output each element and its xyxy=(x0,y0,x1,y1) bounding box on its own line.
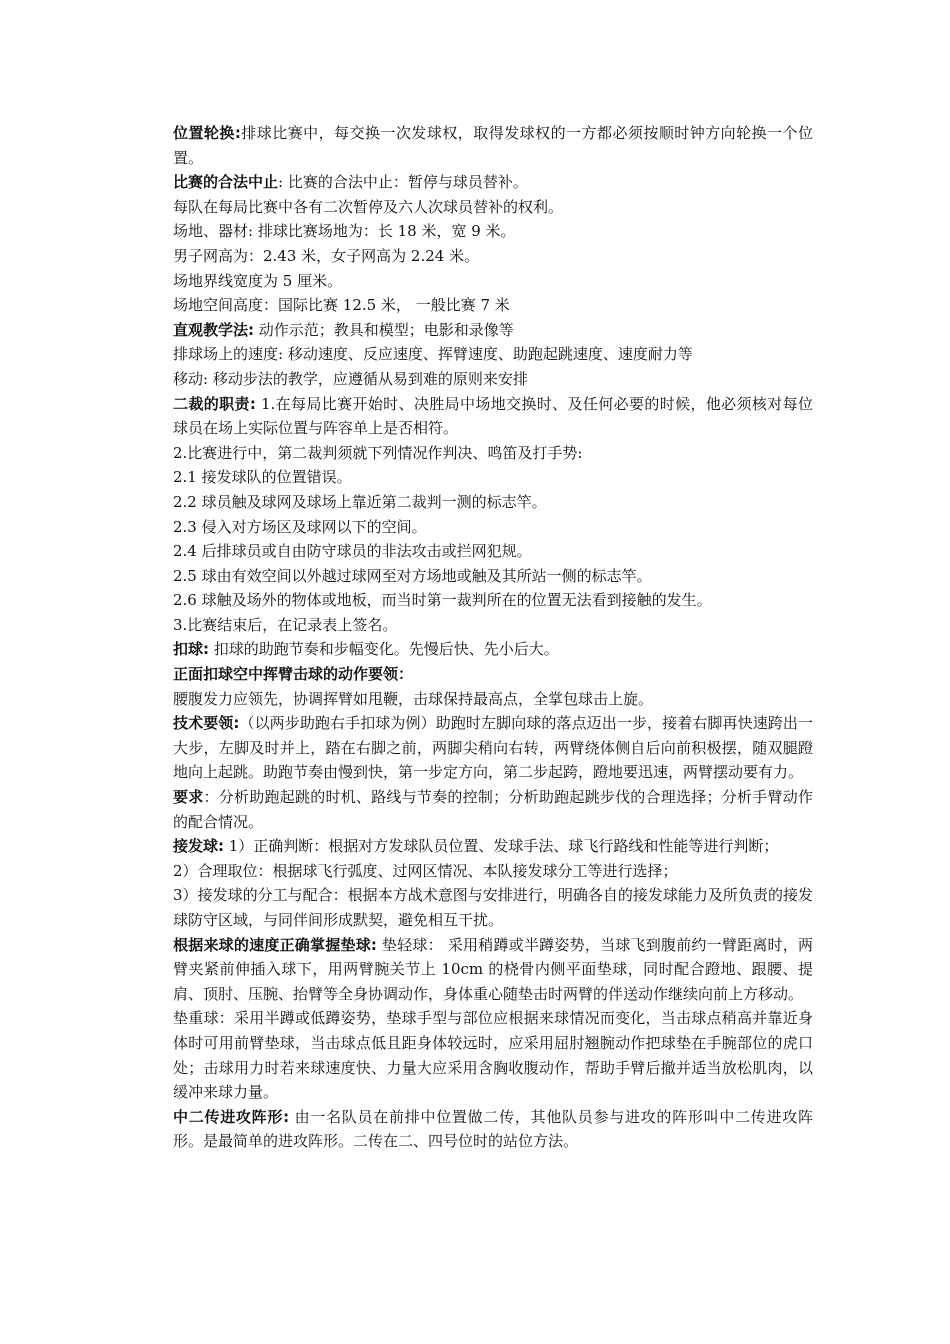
paragraph xyxy=(173,637,813,662)
paragraph-text: 移动: 移动步法的教学，应遵循从易到难的原则来安排 xyxy=(173,369,528,388)
paragraph xyxy=(173,392,813,441)
paragraph-text: 腰腹发力应领先，协调挥臂如甩鞭，击球保持最高点，全掌包球击上旋。 xyxy=(173,689,654,708)
paragraph xyxy=(173,613,813,638)
paragraph xyxy=(173,662,813,687)
paragraph-text: : 比赛的合法中止：暂停与球员替补。 xyxy=(278,173,528,192)
paragraph-term: 位置轮换: xyxy=(173,124,241,142)
document-body xyxy=(173,121,813,1154)
paragraph-text: 1）正确判断：根据对方发球队员位置、发球手法、球飞行路线和性能等进行判断； xyxy=(224,837,779,856)
paragraph-text: 动作示范；教具和模型；电影和录像等 xyxy=(254,320,514,339)
paragraph xyxy=(173,711,813,785)
paragraph-text: 2）合理取位：根据球飞行弧度、过网区情况、本队接发球分工等进行选择； xyxy=(173,861,678,880)
paragraph xyxy=(173,834,813,859)
paragraph xyxy=(173,170,813,195)
paragraph-text: 2.1 接发球队的位置错误。 xyxy=(173,468,352,487)
paragraph-text: 排球比赛中，每交换一次发球权，取得发球权的一方都必须按顺时钟方向轮换一个位置。 xyxy=(173,124,813,167)
paragraph xyxy=(173,121,813,170)
paragraph-term: 根据来球的速度正确掌握垫球: xyxy=(173,935,377,954)
paragraph-text: 2.3 侵入对方场区及球网以下的空间。 xyxy=(173,517,427,536)
paragraph xyxy=(173,219,813,244)
paragraph-term: 直观教学法: xyxy=(173,320,254,339)
paragraph-text: 由一名队员在前排中位置做二传，其他队员参与进攻的阵形叫中二传进攻阵形。是最简单的进攻阵形。二传在二、四号位时的站位方法。 xyxy=(173,1107,814,1151)
paragraph xyxy=(173,883,813,932)
paragraph xyxy=(173,293,813,318)
paragraph-term: 要求 xyxy=(173,788,204,807)
paragraph xyxy=(173,515,813,540)
paragraph xyxy=(173,269,813,294)
paragraph-term: 中二传进攻阵形: xyxy=(173,1107,290,1126)
paragraph-text: （以两步助跑右手扣球为例）助跑时左脚向球的落点迈出一步，接着右脚再快速跨出一大步，左脚及时并上，踏在右脚之前，两脚尖稍向右转，两臂绕体侧自后向前积极摆，随双腿蹬地向上起跳。助跑节奏由慢到快，第一步定方向，第二步起跨，蹬地要迅速，两臂摆动要有力。 xyxy=(173,714,813,782)
paragraph-text: 2.4 后排球员或自由防守球员的非法攻击或拦网犯规。 xyxy=(173,542,532,561)
paragraph-term: 扣球: xyxy=(173,640,209,659)
paragraph xyxy=(173,588,813,613)
paragraph-text: 扣球的助跑节奏和步幅变化。先慢后快、先小后大。 xyxy=(209,640,559,659)
paragraph-text: 场地、器材: 排球比赛场地为：长 18 米，宽 9 米。 xyxy=(173,222,516,241)
paragraph xyxy=(173,1006,813,1104)
paragraph-term: 接发球: xyxy=(173,837,224,856)
paragraph xyxy=(173,564,813,589)
paragraph xyxy=(173,195,813,220)
paragraph xyxy=(173,933,813,1007)
paragraph xyxy=(173,539,813,564)
paragraph-text: 3）接发球的分工与配合：根据本方战术意图与安排进行，明确各自的接发球能力及所负责的接发球防守区域，与同伴间形成默契，避免相互干扰。 xyxy=(173,886,813,929)
paragraph-text: 每队在每局比赛中各有二次暂停及六人次球员替补的权利。 xyxy=(173,197,564,216)
paragraph-text: ：分析助跑起跳的时机、路线与节奏的控制；分析助跑起跳步伐的合理选择；分析手臂动作的配合情况。 xyxy=(173,788,813,831)
paragraph-text: 2.2 球员触及球网及球场上靠近第二裁判一测的标志竿。 xyxy=(173,492,547,511)
paragraph xyxy=(173,318,813,343)
paragraph xyxy=(173,687,813,712)
paragraph-text: 1.在每局比赛开始时、决胜局中场地交换时、及任何必要的时候，他必须核对每位球员在场上实际位置与阵容单上是否相符。 xyxy=(173,394,813,438)
paragraph-text: 排球场上的速度: 移动速度、反应速度、挥臂速度、助跑起跳速度、速度耐力等 xyxy=(173,345,693,364)
paragraph-text: 垫重球：采用半蹲或低蹲姿势，垫球手型与部位应根据来球情况而变化，当击球点稍高并靠近身体时可用前臂垫球，当击球点低且距身体较远时，应采用屈肘翘腕动作把球垫在手腕部位的虎口处；击球用力时若来球速度快、力量大应采用含胸收腹动作，帮助手臂后撤并适当放松肌肉，以缓冲来球力量。 xyxy=(173,1009,813,1102)
paragraph-text: 2.6 球触及场外的物体或地板，而当时第一裁判所在的位置无法看到接触的发生。 xyxy=(173,591,712,610)
paragraph xyxy=(173,785,813,834)
paragraph xyxy=(173,490,813,515)
paragraph xyxy=(173,367,813,392)
paragraph-text: 垫轻球： 采用稍蹲或半蹲姿势，当球飞到腹前约一臂距离时，两臂夹紧前伸插入球下，用两臂腕关节上 10cm 的桡骨内侧平面垫球，同时配合蹬地、跟腰、提肩、顶肘、压腕、抬臂等全身协调动作，身体重心随垫击时两臂的伴送动作继续向前上方移动。 xyxy=(173,935,814,1003)
paragraph-text: 场地界线宽度为 5 厘米。 xyxy=(173,271,343,290)
paragraph-term: 比赛的合法中止 xyxy=(173,173,279,192)
paragraph xyxy=(173,1105,813,1154)
paragraph-text: 2.比赛进行中，第二裁判须就下列情况作判决、鸣笛及打手势: xyxy=(173,443,583,462)
paragraph-term: 正面扣球空中挥臂击球的动作要领： xyxy=(173,665,414,684)
paragraph-term: 二裁的职责: xyxy=(173,394,256,413)
paragraph xyxy=(173,342,813,367)
paragraph-term: 技术要领: xyxy=(173,714,240,733)
paragraph xyxy=(173,465,813,490)
paragraph xyxy=(173,859,813,884)
paragraph-text: 2.5 球由有效空间以外越过球网至对方场地或触及其所站一侧的标志竿。 xyxy=(173,566,652,585)
paragraph-text: 3.比赛结束后，在记录表上签名。 xyxy=(173,615,398,634)
paragraph xyxy=(173,441,813,466)
paragraph-text: 男子网高为：2.43 米，女子网高为 2.24 米。 xyxy=(173,246,480,265)
paragraph-text: 场地空间高度：国际比赛 12.5 米， 一般比赛 7 米 xyxy=(173,296,510,315)
paragraph xyxy=(173,244,813,269)
